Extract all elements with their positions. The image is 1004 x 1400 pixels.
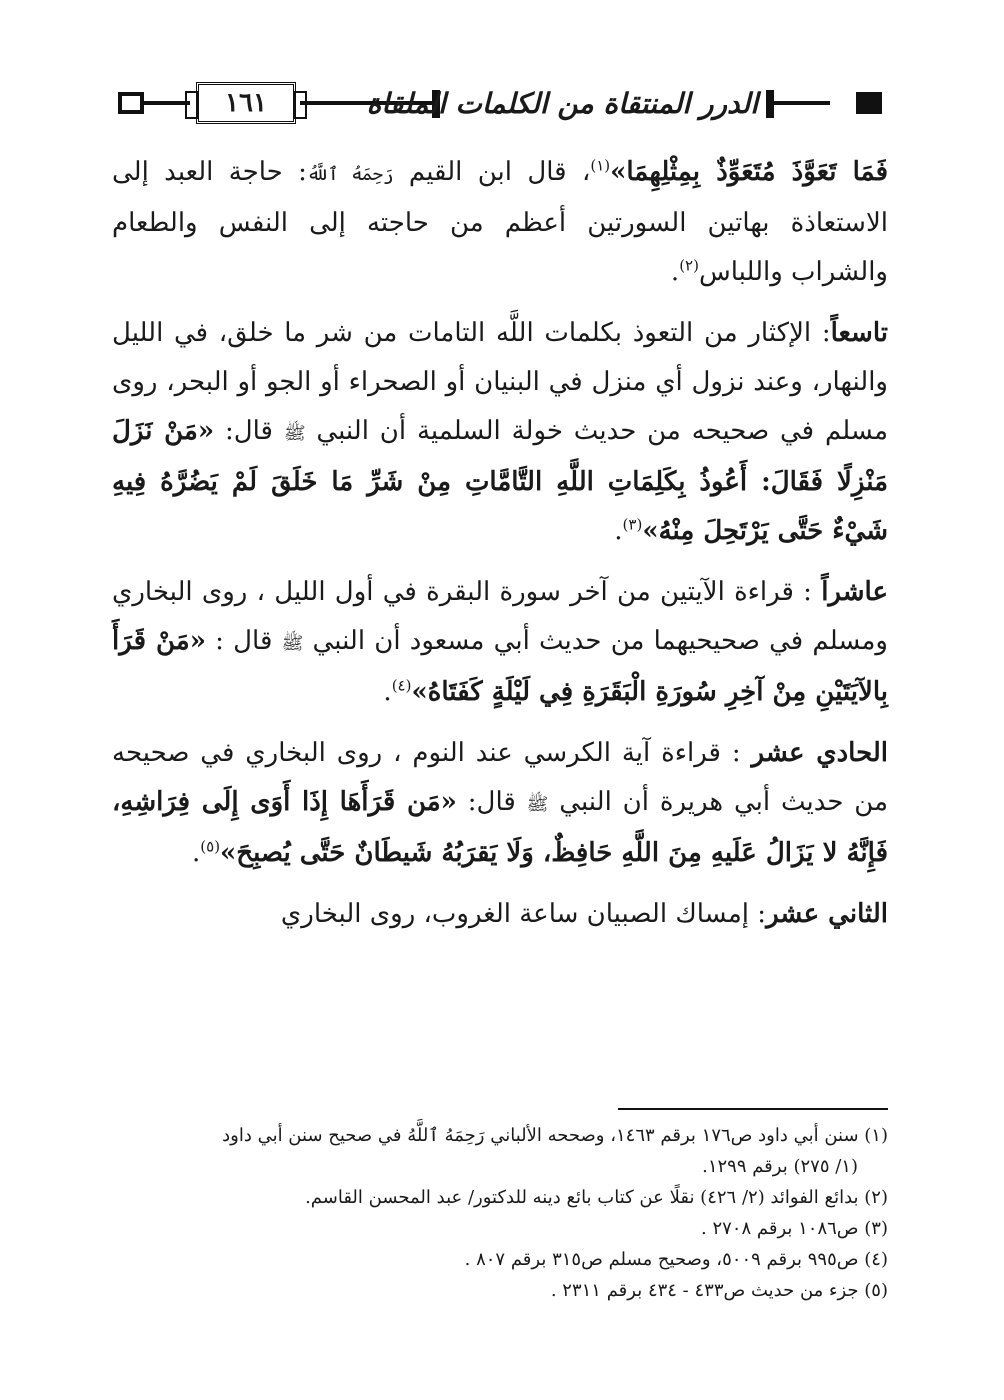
footnote — [112, 1120, 888, 1182]
paragraph — [112, 148, 888, 297]
section-heading: الثاني عشر — [766, 899, 888, 929]
section-heading: الحادي عشر — [751, 738, 888, 768]
section-heading: تاسعاً — [830, 318, 888, 348]
body-text: قال: — [456, 787, 527, 817]
honorific-glyph: ﷺ — [526, 794, 549, 815]
body-text: : قراءة الآيتين من آخر سورة البقرة في أول الليل ، روى البخاري ومسلم في صحيحيهما من حديث أبي مسعود أن النبي — [112, 577, 888, 656]
footnote-ref: (٣) — [622, 515, 643, 534]
footnote-text: (١) سنن أبي داود ص١٧٦ برقم ١٤٦٣، وصححه الألباني رَحِمَهُ ٱللَّهُ في صحيح سنن أبي داود — [222, 1125, 888, 1146]
body-text: : إمساك الصبيان ساعة الغروب، روى البخاري — [280, 899, 767, 929]
running-title: الدرر المنتقاة من الكلمات الملقاة — [366, 87, 758, 120]
hadith-quote: «مَنْ نَزَلَ مَنْزِلًا فَقَالَ: أَعُوذُ بِكَلِمَاتِ اللَّهِ التَّامَّاتِ مِنْ شَرِّ مَا خَلَقَ لَمْ يَضُرَّهُ فِيهِ شَيْءٌ حَتَّى يَرْتَحِلَ مِنْهُ» — [112, 416, 888, 546]
page-header — [110, 78, 890, 132]
footnote-ref: (١) — [590, 156, 611, 175]
footnote — [112, 1213, 888, 1244]
footnote-text: (٤) ص٩٩٥ برقم ٥٠٠٩، وصحيح مسلم ص٣١٥ برقم ٨٠٧ . — [464, 1249, 888, 1270]
body-text: ، قال ابن القيم — [393, 157, 591, 187]
footnote-ref: (٢) — [679, 256, 699, 275]
footnote-text: (٥) جزء من حديث ص٤٣٣ - ٤٣٤ برقم ٢٣١١ . — [550, 1280, 888, 1301]
body-text: . — [670, 257, 680, 287]
footnote-text: (٣) ص١٠٨٦ برقم ٢٧٠٨ . — [701, 1218, 888, 1239]
body-text: . — [192, 838, 201, 868]
body-text: : حاجة العبد إلى الاستعاذة بهاتين السورتين أعظم من حاجته إلى النفس والطعام والشراب واللباس — [112, 157, 888, 287]
hadith-quote: فَمَا تَعَوَّذَ مُتَعَوِّذٌ بِمِثْلِهِمَا» — [610, 157, 888, 187]
paragraph — [112, 309, 888, 556]
header-ornament-square — [118, 92, 144, 114]
footnotes — [112, 1120, 888, 1306]
page-number-frame — [196, 82, 296, 124]
body-text: : قراءة آية الكرسي عند النوم ، روى البخاري في صحيحه من حديث أبي هريرة أن النبي — [112, 738, 889, 817]
body-text: . — [614, 516, 623, 546]
footnote-ref: (٤) — [391, 676, 412, 695]
section-heading: عاشراً — [821, 577, 888, 607]
paragraph — [112, 568, 888, 717]
body-text: قال: — [214, 416, 284, 446]
footnote-text: (٢) بدائع الفوائد (٢/ ٤٢٦) نقلًا عن كتاب بائع دينه للدكتور/ عبد المحسن القاسم. — [305, 1187, 888, 1208]
honorific-glyph: ﷺ — [281, 633, 304, 654]
footnote — [112, 1244, 888, 1275]
paragraph — [112, 890, 888, 939]
paragraph — [112, 729, 888, 878]
footnote-text-continued: (١/ ٢٧٥) برقم ١٢٩٩. — [702, 1156, 858, 1177]
footnote-separator — [618, 1108, 888, 1110]
page-number: ١٦١ — [225, 88, 267, 118]
header-ornament-square — [856, 92, 882, 114]
footnote-ref: (٥) — [200, 837, 221, 856]
footnote — [112, 1182, 888, 1213]
body-text: قال : — [205, 626, 282, 656]
honorific-glyph: رَحِمَهُ ٱللَّهُ — [306, 164, 394, 185]
hadith-quote: «مَنْ قَرَأَ بِالآيَتَيْنِ مِنْ آخِرِ سُورَةِ الْبَقَرَةِ فِي لَيْلَةٍ كَفَتَاهُ» — [112, 626, 888, 707]
body-text: . — [383, 677, 392, 707]
header-rule — [144, 101, 190, 105]
body-text: : الإكثار من التعوذ بكلمات اللَّه التامات من شر ما خلق، في الليل والنهار، وعند نزول أي منزل في البنيان أو الصحراء أو الجو أو البحر، روى مسلم في صحيحه من حديث خولة السلمية أن النبي — [112, 318, 888, 446]
header-rule — [770, 101, 830, 105]
hadith-quote: «مَن قَرَأَهَا إِذَا أَوَى إِلَى فِرَاشِهِ، فَإِنَّهُ لا يَزَالُ عَلَيهِ مِنَ اللَّهِ حَافِظٌ، وَلَا يَقرَبُهُ شَيطَانٌ حَتَّى يُصبِحَ» — [112, 787, 888, 868]
footnote — [112, 1275, 888, 1306]
honorific-glyph: ﷺ — [283, 423, 306, 444]
main-text — [112, 148, 888, 939]
